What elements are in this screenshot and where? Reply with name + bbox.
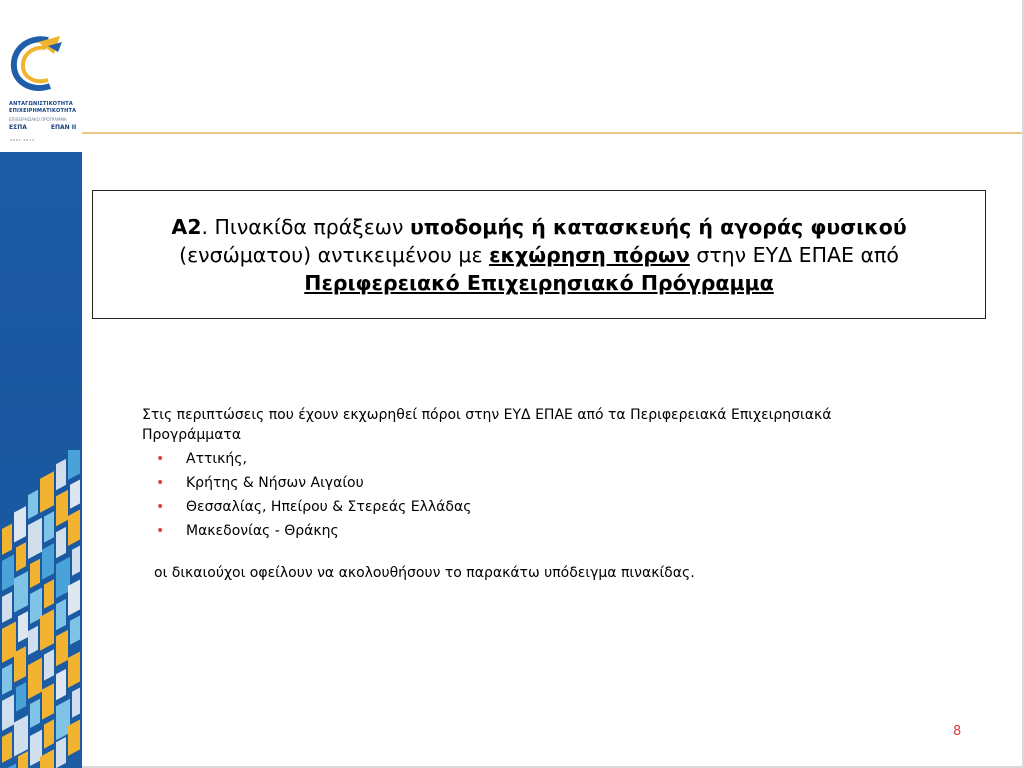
title-code: Α2 — [171, 214, 202, 239]
program-logo — [0, 0, 82, 152]
title-bold-1: υποδομής ή κατασκευής ή αγοράς φυσικού — [409, 214, 907, 239]
logo-line-1: ΑΝΤΑΓΩΝΙΣΤΙΚΟΤΗΤΑ — [9, 101, 73, 107]
bullet-icon: • — [156, 475, 165, 491]
logo-year: 2 0 0 7 - 2 0 1 3 — [10, 138, 34, 142]
title-bold-underline-2: Περιφερειακό Επιχειρησιακό Πρόγραμμα — [304, 270, 774, 295]
decorative-mosaic — [0, 450, 82, 768]
title-bold-underline-1: εκχώρηση πόρων — [489, 242, 690, 267]
slide-body — [142, 405, 882, 583]
list-item-text: Αττικής, — [186, 451, 247, 467]
list-item — [142, 497, 882, 517]
logo-subtitle: ΕΠΙΧΕΙΡΗΣΙΑΚΟ ΠΡΟΓΡΑΜΜΑ — [9, 117, 67, 122]
list-item-text: Μακεδονίας - Θράκης — [186, 523, 339, 539]
bullet-icon: • — [156, 523, 165, 539]
logo-line-2: ΕΠΙΧΕΙΡΗΜΑΤΙΚΟΤΗΤΑ — [9, 108, 77, 114]
title-text-3: στην ΕΥΔ ΕΠΑΕ από — [689, 242, 899, 267]
logo-badges — [9, 124, 76, 131]
list-item-text: Κρήτης & Νήσων Αιγαίου — [186, 475, 364, 491]
page-number: 8 — [953, 724, 962, 739]
bullet-icon: • — [156, 499, 165, 515]
title-text-1: . Πινακίδα πράξεων — [201, 214, 410, 239]
list-item-text: Θεσσαλίας, Ηπείρου & Στερεάς Ελλάδας — [186, 499, 472, 515]
region-list — [142, 449, 882, 541]
left-sidebar-band — [0, 0, 82, 768]
slide-title — [111, 213, 967, 297]
header-divider — [82, 132, 1024, 134]
espa-badge: ΕΣΠΑ — [9, 124, 27, 131]
list-item — [142, 473, 882, 493]
slide-title-box — [92, 190, 986, 319]
outro-paragraph: οι δικαιούχοι οφείλουν να ακολουθήσουν το παρακάτω υπόδειγμα πινακίδας. — [154, 565, 695, 581]
intro-paragraph: Στις περιπτώσεις που έχουν εκχωρηθεί πόροι στην ΕΥΔ ΕΠΑΕ από τα Περιφερειακά Επιχειρησιακά Προγράμματα — [142, 407, 832, 443]
list-item — [142, 521, 882, 541]
epan-badge: ΕΠΑΝ II — [50, 124, 77, 131]
logo-swoosh-icon — [8, 34, 68, 98]
list-item — [142, 449, 882, 469]
title-text-2: (ενσώματου) αντικειμένου με — [179, 242, 490, 267]
bullet-icon: • — [156, 451, 165, 467]
